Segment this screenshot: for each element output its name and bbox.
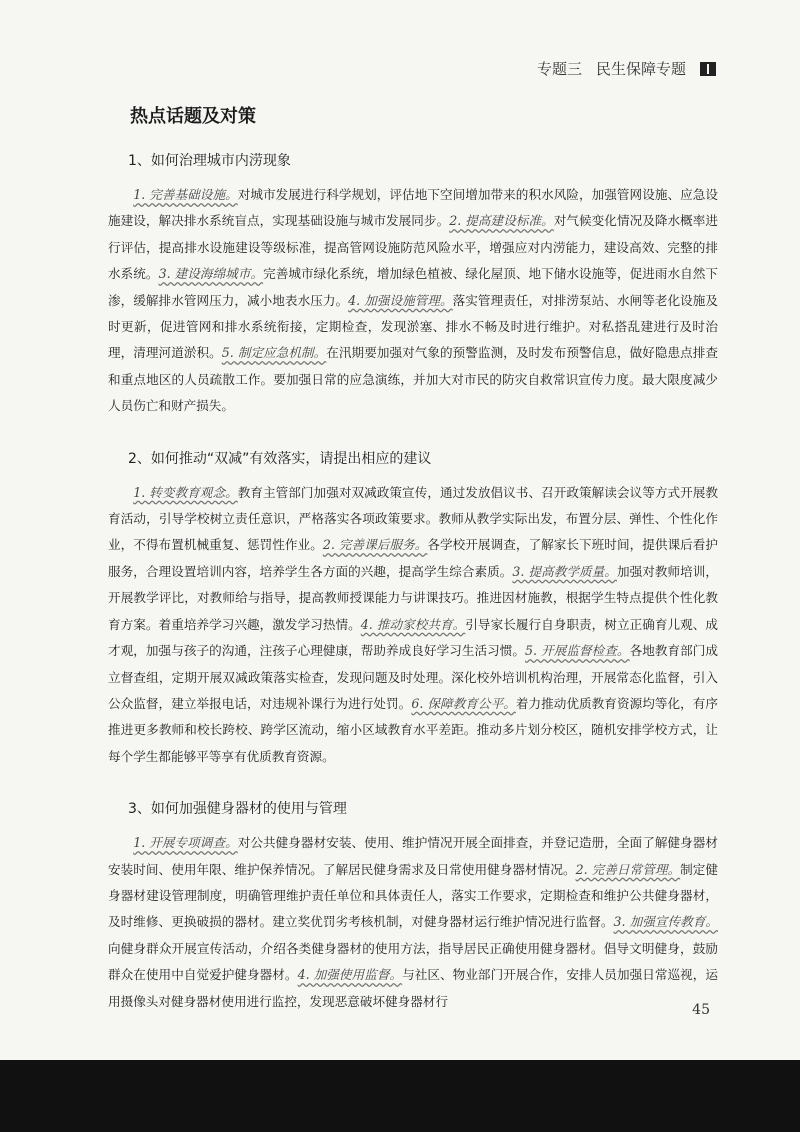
measure-text: 制定健身器材建设管理制度，明确管理维护责任单位和具体责任人，落实工作要求，定期检查和维护公共健身器材，及时维修、更换破损的器材。建立奖优罚劣考核机制，对健身器材运行维护情况进行监督。: [108, 861, 718, 930]
question-title: 2、如何推动“双减”有效落实，请提出相应的建议: [128, 450, 432, 467]
question-title: 1、如何治理城市内涝现象: [128, 153, 291, 169]
measure-text: 各学校开展调查，了解家长下班时间，提供课后看护服务，合理设置培训内容，培养学生各方面的兴趣，提高学生综合素质。: [108, 537, 718, 579]
measure-text: 完善城市绿化系统，增加绿色植被、绿化屋顶、地下储水设施等，促进雨水自然下渗，缓解排水管网压力，减小地表水压力。: [108, 266, 719, 308]
measure-text: 落实管理责任，对排涝泵站、水闸等老化设施及时更新，促进管网和排水系统衔接，定期检查，发现淤塞、排水不畅及时进行维护。对私搭乱建进行及时治理，清理河道淤积。: [108, 292, 719, 361]
measure-text: 对城市发展进行科学规划，评估地下空间增加带来的积水风险，加强管网设施、应急设施建设，解决排水系统盲点，实现基础设施与城市发展同步。: [108, 187, 718, 229]
question-section: [108, 798, 718, 1015]
measure-heading: 3. 建设海绵城市。: [158, 266, 264, 282]
question-title: 3、如何加强健身器材的使用与管理: [128, 801, 347, 818]
measure-heading: 1. 开展专项调查。: [133, 835, 238, 851]
header-section-label: 专题三: [536, 60, 582, 78]
measure-heading: 4. 加强使用监督。: [297, 967, 403, 983]
measure-text: 向健身群众开展宣传活动，介绍各类健身器材的使用方法，指导居民正确使用健身器材。倡导文明健身，鼓励群众在使用中自觉爱护健身器材。: [108, 940, 718, 983]
book-icon: [700, 62, 716, 76]
measure-text: 各地教育部门成立督查组，定期开展双减政策落实检查，发现问题及时处理。深化校外培训机构治理，开展常态化监督，引入公众监督，建立举报电话，对违规补课行为进行处罚。: [108, 643, 718, 711]
measure-heading: 1. 完善基础设施。: [133, 187, 238, 202]
measure-text: 引导家长履行自身职责，树立正确育儿观、成才观，加强与孩子的沟通，注孩子心理健康，帮助养成良好学习生活习惯。: [108, 616, 719, 659]
running-header: [537, 58, 716, 79]
content-body: [108, 150, 718, 1043]
measure-heading: 4. 加强设施管理。: [348, 292, 453, 308]
measure-text: 与社区、物业部门开展合作，安排人员加强日常巡视，运用摄像头对健身器材使用进行监控，发现恶意破坏健身器材行: [108, 967, 719, 1009]
answer-paragraph: [108, 480, 718, 770]
question-section: [108, 448, 718, 770]
page-title: 热点话题及对策: [130, 106, 256, 127]
measure-heading: 5. 制定应急机制。: [221, 345, 327, 361]
measure-heading: 3. 提高教学质量。: [512, 563, 617, 579]
answer-paragraph: [108, 182, 718, 420]
question-section: [108, 150, 718, 420]
measure-heading: 1. 转变教育观念。: [133, 484, 238, 500]
measure-text: 教育主管部门加强对双减政策宣传，通过发放倡议书、召开政策解读会议等方式开展教育活动，引导学校树立责任意识，严格落实各项政策要求。教师从教学实际出发，布置分层、弹性、个性化作业，不得布置机械重复、惩罚性作业。: [108, 484, 718, 553]
measure-text: 对公共健身器材安装、使用、维护情况开展全面排查，并登记造册，全面了解健身器材安装时间、使用年限、维护保养情况。了解居民健身需求及日常使用健身器材情况。: [108, 835, 718, 877]
answer-paragraph: [108, 830, 718, 1015]
measure-heading: 3. 加强宣传教育。: [613, 914, 718, 930]
measure-heading: 2. 完善课后服务。: [322, 537, 428, 553]
page-number: 45: [692, 1002, 710, 1018]
measure-text: 在汛期要加强对气象的预警监测，及时发布预警信息，做好隐患点排查和重点地区的人员疏散工作。要加强日常的应急演练，并加大对市民的防灾自救常识宣传力度。最大限度减少人员伤亡和财产损失。: [108, 345, 719, 414]
header-section-title: 民生保障专题: [595, 60, 686, 78]
measure-text: 加强对教师培训，开展教学评比，对教师给与指导，提高教师授课能力与讲课技巧。推进因材施教，根据学生特点提供个性化教育方案。着重培养学习兴趣，激发学习热情。: [108, 563, 718, 632]
measure-heading: 4. 推动家校共育。: [360, 616, 466, 632]
measure-heading: 6. 保障教育公平。: [411, 695, 516, 711]
measure-text: 着力推动优质教育资源均等化，有序推进更多教师和校长跨校、跨学区流动，缩小区域教育水平差距。推动多片划分校区，随机安排学校方式，让每个学生都能够平等享有优质教育资源。: [108, 695, 719, 764]
measure-heading: 2. 提高建设标准。: [449, 213, 554, 229]
measure-text: 对气候变化情况及降水概率进行评估，提高排水设施建设等级标准，提高管网设施防范风险水平，增强应对内涝能力，建设高效、完整的排水系统。: [108, 213, 718, 282]
scan-bottom-edge: [0, 1060, 800, 1132]
measure-heading: 5. 开展监督检查。: [525, 643, 630, 659]
measure-heading: 2. 完善日常管理。: [575, 861, 681, 877]
